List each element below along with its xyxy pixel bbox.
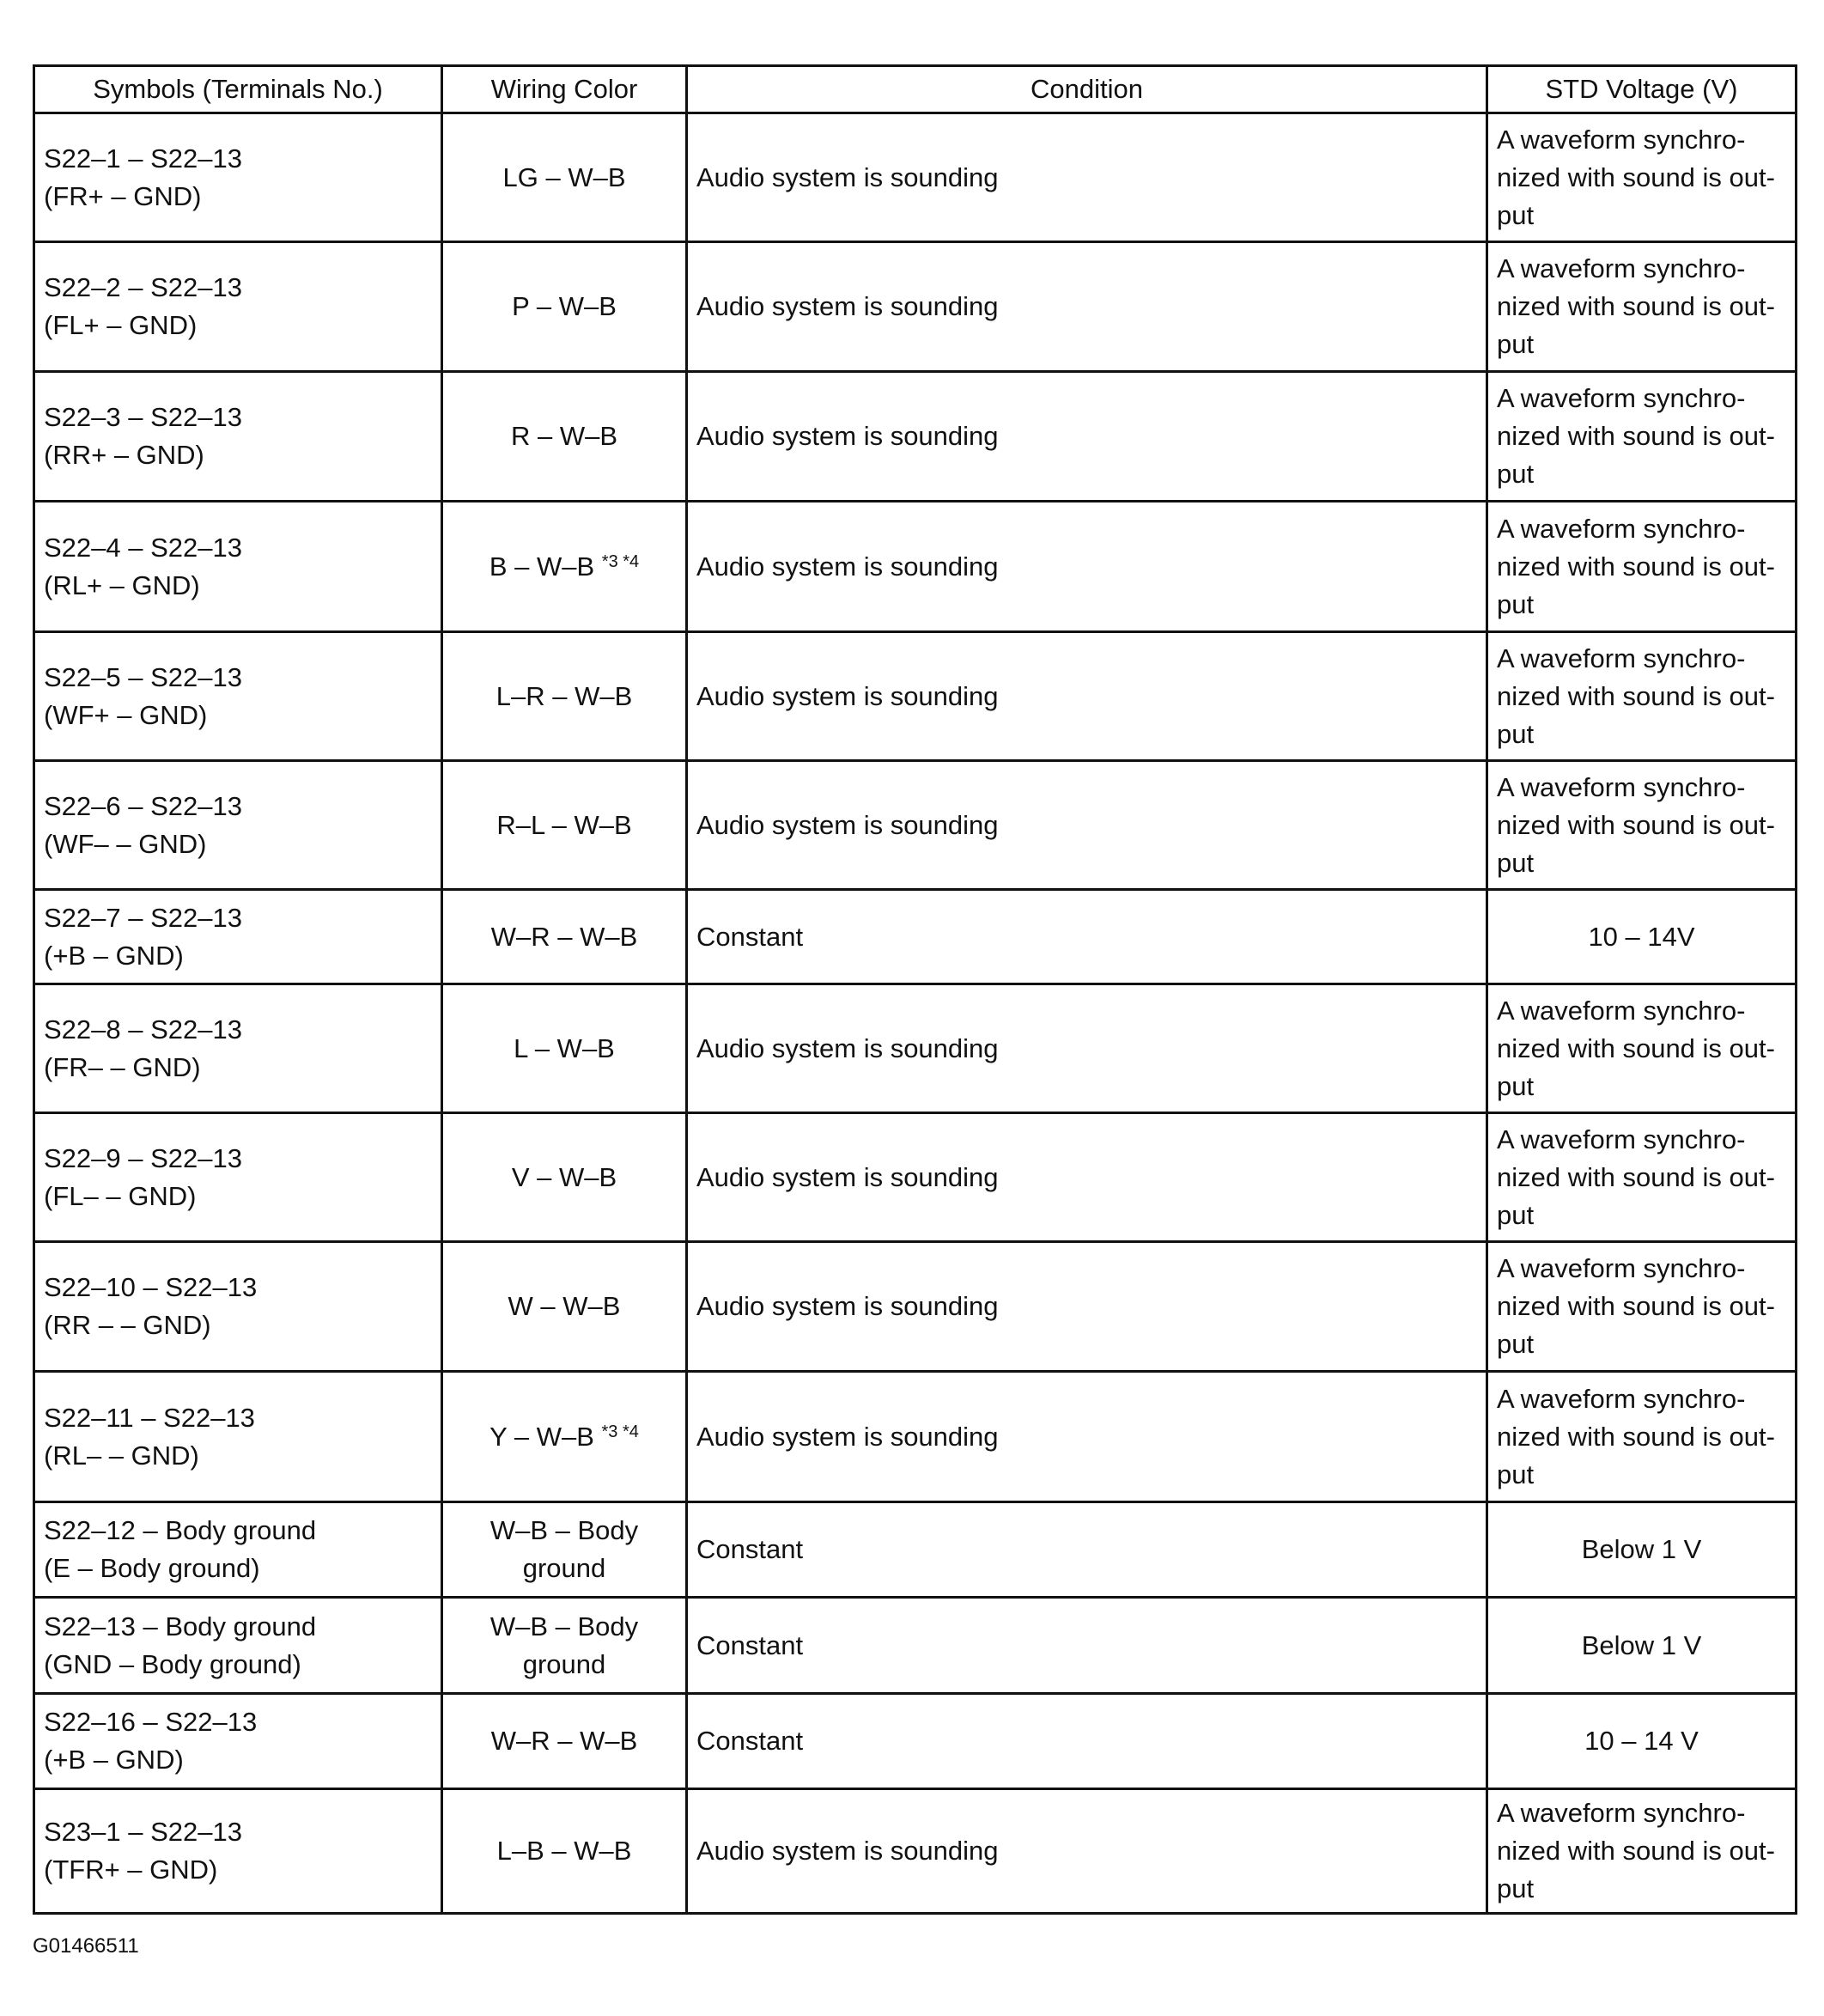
terminal-pair: S22–5 – S22–13 (44, 661, 242, 692)
table-row (34, 1372, 1797, 1502)
table-row (34, 502, 1797, 632)
std-voltage-line: nized with sound is out- (1497, 1032, 1775, 1063)
terminal-pair: S22–13 – Body ground (44, 1611, 317, 1641)
wiring-color-text: LG – W–B (502, 161, 626, 192)
terminal-symbols-cell (34, 1789, 442, 1914)
std-voltage-line: put (1497, 1873, 1535, 1903)
std-voltage-cell (1487, 242, 1797, 372)
std-voltage-line: 10 – 14V (1588, 921, 1695, 952)
std-voltage-cell (1487, 1789, 1797, 1914)
wiring-color-value (452, 288, 677, 326)
terminal-symbols-cell (34, 372, 442, 502)
std-voltage-line: nized with sound is out- (1497, 680, 1775, 711)
std-voltage-line: Below 1 V (1581, 1629, 1702, 1660)
terminal-pair: S22–4 – S22–13 (44, 532, 242, 563)
std-voltage-line: put (1497, 588, 1535, 619)
table-row (34, 1598, 1797, 1694)
table-row (34, 242, 1797, 372)
std-voltage-line: A waveform synchro- (1497, 1253, 1746, 1283)
terminal-pair: S22–3 – S22–13 (44, 402, 242, 432)
table-header-row (34, 66, 1797, 113)
condition-cell: Constant (687, 1502, 1487, 1598)
table-row (34, 1242, 1797, 1372)
std-voltage-line: A waveform synchro- (1497, 1798, 1746, 1828)
terminal-signal: (RL+ – GND) (44, 569, 200, 600)
std-voltage-line: put (1497, 1459, 1535, 1489)
wiring-color-value (452, 417, 677, 455)
std-voltage-cell (1487, 1372, 1797, 1502)
wiring-color-text: L–B – W–B (496, 1836, 632, 1866)
terminal-signal: (FR+ – GND) (44, 180, 202, 211)
wiring-color-value (452, 1030, 677, 1068)
std-voltage-line: put (1497, 1329, 1535, 1359)
wiring-color-text: R – W–B (510, 421, 618, 451)
std-voltage-cell (1487, 1598, 1797, 1694)
table-row (34, 1113, 1797, 1242)
std-voltage-line: 10 – 14 V (1584, 1726, 1699, 1756)
terminal-signal: (GND – Body ground) (44, 1648, 301, 1679)
terminal-signal: (E – Body ground) (44, 1553, 260, 1583)
wiring-color-cell (442, 761, 687, 890)
terminal-symbols-cell (34, 1502, 442, 1598)
condition-cell: Audio system is sounding (687, 1789, 1487, 1914)
std-voltage-line: put (1497, 459, 1535, 489)
std-voltage-line: A waveform synchro- (1497, 253, 1746, 283)
header-std-voltage: STD Voltage (V) (1487, 66, 1797, 113)
terminal-signal: (RR – – GND) (44, 1310, 211, 1340)
wiring-color-text: Y – W–B (489, 1421, 594, 1452)
table-row (34, 1502, 1797, 1598)
std-voltage-line: put (1497, 329, 1535, 359)
terminal-pair: S22–12 – Body ground (44, 1515, 317, 1545)
terminal-pair: S22–10 – S22–13 (44, 1272, 258, 1302)
std-voltage-line: put (1497, 1199, 1535, 1230)
wiring-color-cell (442, 1598, 687, 1694)
terminal-signal: (+B – GND) (44, 1745, 184, 1775)
wiring-color-cell (442, 1789, 687, 1914)
terminal-symbols-cell (34, 761, 442, 890)
wiring-color-cell (442, 1694, 687, 1789)
table-row (34, 632, 1797, 761)
terminal-signal: (+B – GND) (44, 940, 184, 971)
std-voltage-cell (1487, 1502, 1797, 1598)
wiring-color-text: W–R – W–B (490, 921, 638, 952)
wiring-color-text: B – W–B (489, 551, 595, 582)
wiring-color-cell (442, 502, 687, 632)
std-voltage-line: A waveform synchro- (1497, 383, 1746, 413)
condition-cell: Constant (687, 1598, 1487, 1694)
std-voltage-cell (1487, 890, 1797, 984)
std-voltage-line: A waveform synchro- (1497, 995, 1746, 1026)
figure-code: G01466511 (33, 1934, 139, 1958)
terminal-symbols-cell (34, 1694, 442, 1789)
terminal-symbols-cell (34, 113, 442, 242)
table-body (34, 113, 1797, 1914)
wiring-color-value (452, 918, 677, 956)
condition-cell: Audio system is sounding (687, 113, 1487, 242)
terminal-pair: S22–6 – S22–13 (44, 790, 242, 821)
footnote-marker: *3 *4 (601, 551, 640, 571)
wiring-color-value (452, 159, 677, 197)
std-voltage-cell (1487, 1113, 1797, 1242)
condition-cell: Constant (687, 1694, 1487, 1789)
std-voltage-cell (1487, 761, 1797, 890)
terminal-pair: S22–9 – S22–13 (44, 1142, 242, 1173)
header-symbols: Symbols (Terminals No.) (34, 66, 442, 113)
header-wiring-color: Wiring Color (442, 66, 687, 113)
std-voltage-line: nized with sound is out- (1497, 291, 1775, 321)
wiring-color-value (452, 1722, 677, 1760)
wiring-color-value (452, 1608, 677, 1646)
wiring-color-text: W–B – Body (489, 1515, 639, 1545)
terminal-symbols-cell (34, 502, 442, 632)
terminal-signal: (WF+ – GND) (44, 699, 208, 730)
wiring-color-continued: ground (522, 1648, 606, 1679)
wiring-color-cell (442, 1502, 687, 1598)
condition-cell: Audio system is sounding (687, 242, 1487, 372)
wiring-color-text: W–B – Body (489, 1611, 639, 1641)
wiring-color-value (452, 1288, 677, 1325)
terminal-signal: (WF– – GND) (44, 828, 207, 859)
wiring-color-text: W – W–B (508, 1291, 621, 1321)
terminal-voltage-table-wrapper (33, 64, 1795, 1915)
wiring-color-cell (442, 113, 687, 242)
wiring-color-cell (442, 242, 687, 372)
terminal-voltage-table (33, 64, 1797, 1915)
wiring-color-text: L–R – W–B (496, 680, 633, 711)
wiring-color-value (452, 1418, 677, 1456)
condition-cell: Audio system is sounding (687, 1372, 1487, 1502)
condition-cell: Audio system is sounding (687, 1242, 1487, 1372)
terminal-pair: S22–11 – S22–13 (44, 1402, 255, 1433)
table-row (34, 984, 1797, 1113)
terminal-signal: (FR– – GND) (44, 1051, 201, 1082)
wiring-color-value (452, 548, 677, 586)
std-voltage-line: put (1497, 199, 1535, 230)
std-voltage-cell (1487, 1694, 1797, 1789)
terminal-pair: S22–16 – S22–13 (44, 1707, 258, 1737)
std-voltage-line: A waveform synchro- (1497, 771, 1746, 802)
wiring-color-cell (442, 1242, 687, 1372)
terminal-signal: (TFR+ – GND) (44, 1855, 218, 1885)
header-condition: Condition (687, 66, 1487, 113)
terminal-pair: S22–2 – S22–13 (44, 272, 242, 302)
table-row (34, 372, 1797, 502)
table-row (34, 890, 1797, 984)
terminal-signal: (FL+ – GND) (44, 310, 198, 340)
condition-cell: Audio system is sounding (687, 984, 1487, 1113)
wiring-color-cell (442, 372, 687, 502)
table-row (34, 761, 1797, 890)
terminal-symbols-cell (34, 1372, 442, 1502)
std-voltage-cell (1487, 984, 1797, 1113)
std-voltage-line: nized with sound is out- (1497, 421, 1775, 451)
wiring-color-value (452, 1832, 677, 1870)
wiring-color-cell (442, 890, 687, 984)
terminal-symbols-cell (34, 890, 442, 984)
condition-cell: Constant (687, 890, 1487, 984)
std-voltage-line: A waveform synchro- (1497, 124, 1746, 155)
terminal-pair: S22–8 – S22–13 (44, 1014, 242, 1045)
table-row (34, 1694, 1797, 1789)
terminal-symbols-cell (34, 1242, 442, 1372)
table-row (34, 1789, 1797, 1914)
std-voltage-line: nized with sound is out- (1497, 809, 1775, 840)
wiring-color-text: P – W–B (512, 291, 617, 321)
std-voltage-cell (1487, 1242, 1797, 1372)
condition-cell: Audio system is sounding (687, 502, 1487, 632)
std-voltage-line: nized with sound is out- (1497, 1836, 1775, 1866)
std-voltage-line: A waveform synchro- (1497, 643, 1746, 673)
std-voltage-line: put (1497, 718, 1535, 749)
std-voltage-cell (1487, 372, 1797, 502)
condition-cell: Audio system is sounding (687, 761, 1487, 890)
terminal-pair: S22–7 – S22–13 (44, 902, 242, 933)
wiring-color-text: R–L – W–B (496, 809, 632, 840)
terminal-signal: (RL– – GND) (44, 1440, 199, 1471)
wiring-color-text: L – W–B (514, 1032, 615, 1063)
wiring-color-text: W–R – W–B (490, 1726, 638, 1756)
std-voltage-line: A waveform synchro- (1497, 1383, 1746, 1414)
terminal-signal: (RR+ – GND) (44, 440, 204, 470)
wiring-color-cell (442, 1372, 687, 1502)
wiring-color-value (452, 1512, 677, 1550)
condition-cell: Audio system is sounding (687, 372, 1487, 502)
std-voltage-line: nized with sound is out- (1497, 1421, 1775, 1452)
footnote-marker: *3 *4 (601, 1422, 639, 1441)
std-voltage-line: A waveform synchro- (1497, 513, 1746, 544)
table-row (34, 113, 1797, 242)
wiring-color-cell (442, 1113, 687, 1242)
wiring-color-cell (442, 632, 687, 761)
wiring-color-value (452, 678, 677, 716)
wiring-color-value (452, 1159, 677, 1197)
wiring-color-continued: ground (522, 1553, 606, 1583)
wiring-color-text: V – W–B (511, 1161, 617, 1192)
std-voltage-line: nized with sound is out- (1497, 1161, 1775, 1192)
wiring-color-cell (442, 984, 687, 1113)
terminal-pair: S23–1 – S22–13 (44, 1817, 242, 1847)
terminal-symbols-cell (34, 1113, 442, 1242)
std-voltage-line: nized with sound is out- (1497, 551, 1775, 582)
std-voltage-line: put (1497, 1070, 1535, 1101)
condition-cell: Audio system is sounding (687, 1113, 1487, 1242)
terminal-symbols-cell (34, 984, 442, 1113)
wiring-color-value (452, 807, 677, 844)
condition-cell: Audio system is sounding (687, 632, 1487, 761)
std-voltage-cell (1487, 502, 1797, 632)
terminal-signal: (FL– – GND) (44, 1180, 197, 1211)
std-voltage-line: Below 1 V (1581, 1534, 1702, 1564)
terminal-symbols-cell (34, 1598, 442, 1694)
std-voltage-line: A waveform synchro- (1497, 1124, 1746, 1154)
std-voltage-cell (1487, 113, 1797, 242)
terminal-symbols-cell (34, 632, 442, 761)
std-voltage-line: put (1497, 847, 1535, 878)
std-voltage-line: nized with sound is out- (1497, 161, 1775, 192)
terminal-pair: S22–1 – S22–13 (44, 143, 242, 174)
terminal-symbols-cell (34, 242, 442, 372)
std-voltage-line: nized with sound is out- (1497, 1291, 1775, 1321)
std-voltage-cell (1487, 632, 1797, 761)
